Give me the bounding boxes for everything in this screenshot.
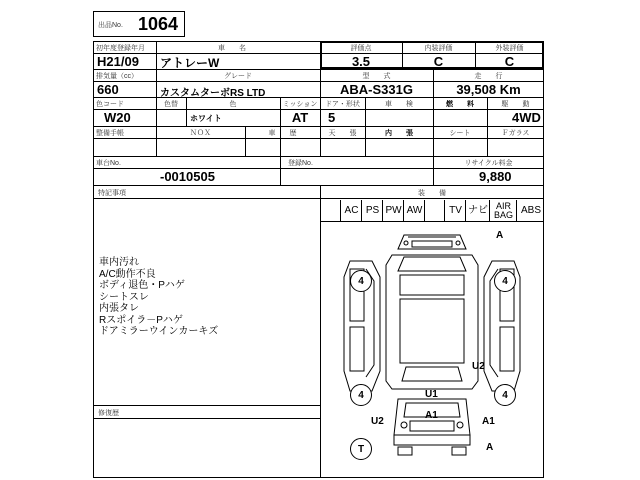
equipment-abs: ABS xyxy=(516,200,545,221)
recycle-fee-value: 9,880 xyxy=(479,169,512,184)
mission-value: AT xyxy=(291,110,309,125)
car-name-label: 車 名 xyxy=(218,45,246,52)
tyre-rear-left: 4 xyxy=(350,384,372,406)
notes-list xyxy=(99,257,314,338)
note-line: 車内汚れ xyxy=(99,257,139,268)
equipment-tv: TV xyxy=(444,200,466,221)
mission-label: ミッション xyxy=(282,101,318,108)
tyre-rear-right: 4 xyxy=(494,384,516,406)
car-name-value: アトレーW xyxy=(160,56,220,70)
damage-mark: U2 xyxy=(371,416,384,427)
score-label: 評価点 xyxy=(350,45,372,52)
recycle-fee-label: リサイクル料金 xyxy=(464,160,513,167)
front-glass-label: Ｆガラス xyxy=(501,130,530,137)
chassis-number-value: -0010505 xyxy=(160,169,215,184)
seat-label: シート xyxy=(449,130,471,137)
equipment-airbag: AIR BAG xyxy=(489,200,517,221)
drive-label: 駆 動 xyxy=(501,101,530,108)
note-line: 内張タレ xyxy=(99,303,139,314)
note-line: Rスポイラ－Pハゲ xyxy=(99,314,183,326)
note-line: A/C動作不良 xyxy=(99,268,156,280)
doors-value: 5 xyxy=(328,110,336,125)
damage-mark: A1 xyxy=(425,410,438,421)
color-value: ホワイト xyxy=(190,114,222,123)
grade-label: グレード xyxy=(224,73,252,80)
exterior-grade-label: 外装評価 xyxy=(495,45,524,52)
tyre-front-left: 4 xyxy=(350,270,372,292)
interior-trim-label: 内 張 xyxy=(385,130,413,137)
repair-history-label: 修復歴 xyxy=(98,410,119,417)
note-line: ボディ退色・Pハゲ xyxy=(99,280,185,291)
note-line: ドアミラーウインカーキズ xyxy=(99,326,219,337)
damage-mark: A xyxy=(496,230,504,241)
displacement-value: 660 xyxy=(97,82,119,97)
color-change-label: 色替 xyxy=(164,101,178,108)
first-registration-value: H21/09 xyxy=(97,54,139,69)
equipment-ac: AC xyxy=(340,200,362,221)
maintenance-record-label: 整備手帳 xyxy=(96,130,124,137)
model-label: 型 式 xyxy=(362,73,391,80)
damage-mark: U1 xyxy=(425,389,438,400)
roof-lining-label: 天 張 xyxy=(328,130,357,137)
damage-mark: U2 xyxy=(472,361,485,372)
equipment-label: 装 備 xyxy=(418,190,446,197)
lot-number-box xyxy=(93,11,185,37)
first-registration-label: 初年度登録年月 xyxy=(96,45,145,52)
registration-number-label: 登録No. xyxy=(288,160,313,167)
color-label: 色 xyxy=(229,101,237,108)
damage-mark: A1 xyxy=(482,416,495,427)
equipment-blank xyxy=(424,200,445,221)
inspection-label: 車 検 xyxy=(385,101,413,108)
displacement-label: 排気量（cc） xyxy=(96,73,138,80)
chassis-number-label: 車台No. xyxy=(96,160,121,167)
tyre-spare: T xyxy=(350,438,372,460)
history-label: 車 歴 xyxy=(268,130,297,137)
note-line: シートスレ xyxy=(99,291,149,303)
equipment-navi: ナビ xyxy=(465,200,490,221)
exterior-grade-value: C xyxy=(504,54,515,69)
color-code-value: W20 xyxy=(104,110,131,125)
model-value: ABA-S331G xyxy=(340,82,413,97)
equipment-aw: AW xyxy=(403,200,425,221)
lot-number: 1064 xyxy=(138,14,179,34)
interior-grade-value: C xyxy=(433,54,444,69)
mileage-value: 39,508 Km xyxy=(456,82,521,97)
equipment-pw: PW xyxy=(382,200,404,221)
doors-label: ドア・形状 xyxy=(325,101,360,108)
score-value: 3.5 xyxy=(351,54,371,69)
mileage-label: 走 行 xyxy=(474,73,503,80)
grade-value: カスタムターボRS LTD xyxy=(160,88,266,99)
equipment-ps: PS xyxy=(361,200,383,221)
color-code-label: 色コード xyxy=(96,101,124,108)
interior-grade-label: 内装評価 xyxy=(424,45,453,52)
tyre-front-right: 4 xyxy=(494,270,516,292)
lot-number-label: 出品No. xyxy=(98,22,123,29)
nox-label: ＮＯＸ xyxy=(190,130,211,137)
damage-mark: A xyxy=(486,442,494,453)
fuel-label: 燃 料 xyxy=(446,101,474,108)
drive-value: 4WD xyxy=(512,110,541,125)
notes-label: 特記事項 xyxy=(98,190,126,197)
